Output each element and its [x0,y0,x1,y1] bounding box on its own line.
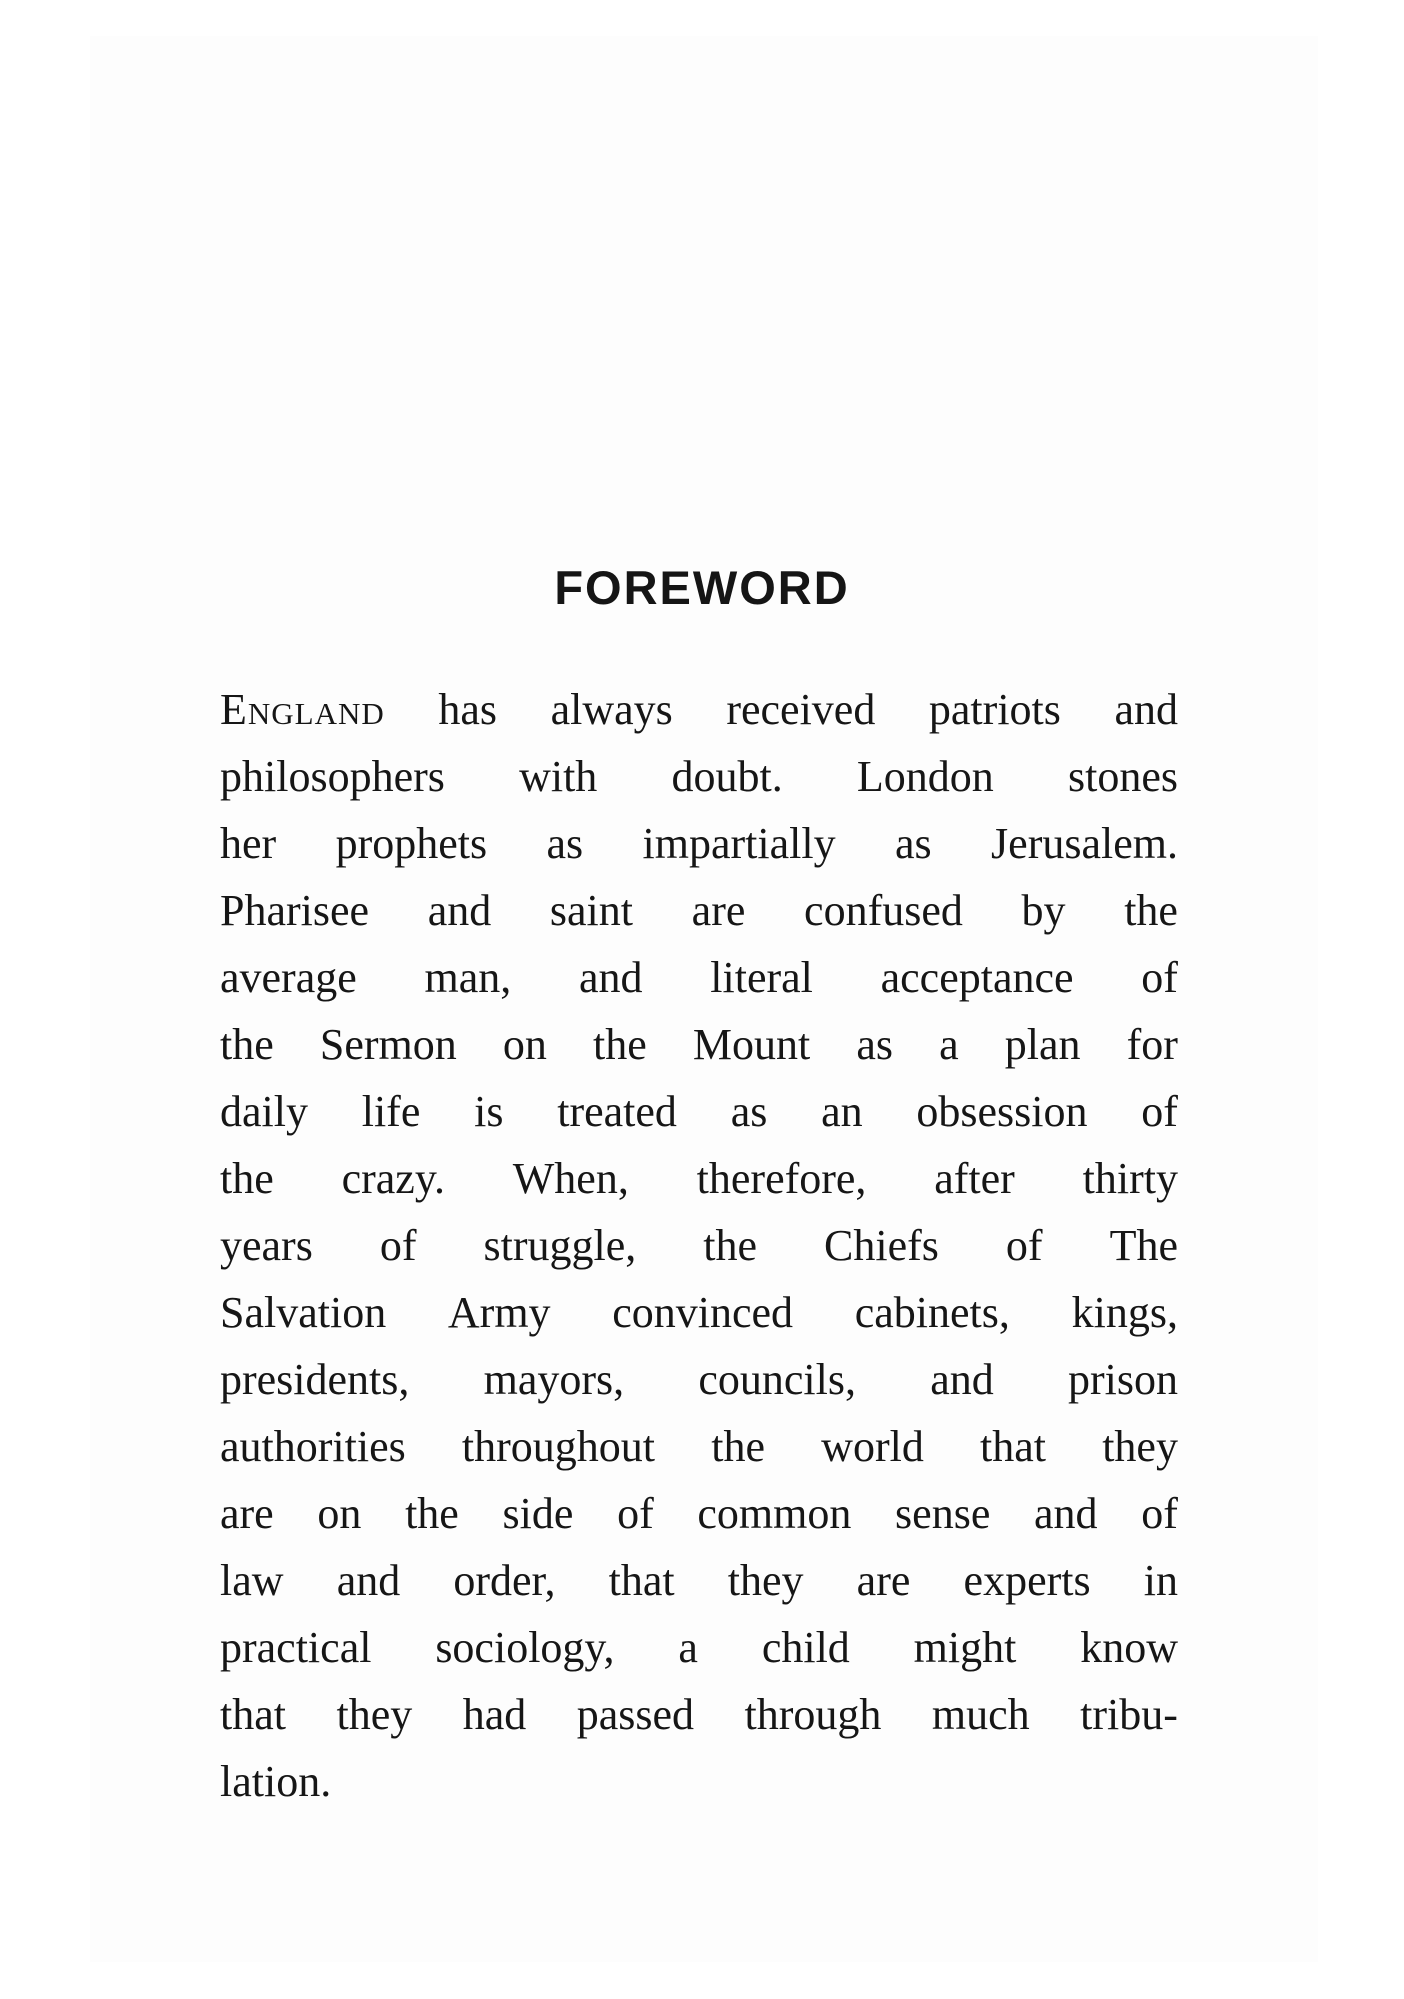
word: of [1141,1489,1178,1538]
word: order, [453,1556,556,1605]
word: a [678,1623,698,1672]
word: Salvation [220,1288,387,1337]
word: on [502,1020,547,1069]
word: When, [512,1154,629,1203]
word: as [895,819,932,868]
word: literal [710,953,813,1002]
word: with [519,752,598,801]
text-line [220,944,1178,1011]
word: crazy. [341,1154,445,1203]
word: the [703,1221,758,1270]
word: mayors, [483,1355,625,1404]
text-line [220,1480,1178,1547]
text-line [220,743,1178,810]
word: Sermon [319,1020,457,1069]
word: throughout [461,1422,656,1471]
word: always [550,685,673,734]
word: they [1102,1422,1178,1471]
word: practical [220,1623,372,1672]
word: plan [1004,1020,1081,1069]
text-line [220,1547,1178,1614]
word: convinced [612,1288,794,1337]
word: has [438,685,497,734]
foreword-paragraph [220,676,1178,1815]
word: child [761,1623,850,1672]
word: in [1143,1556,1178,1605]
word: of [1141,1087,1178,1136]
word: impartially [642,819,836,868]
word: acceptance [880,953,1074,1002]
word: the [220,1020,274,1069]
word: that [608,1556,675,1605]
word: common [697,1489,852,1538]
word: as [856,1020,893,1069]
word: councils, [698,1355,857,1404]
text-line [220,1614,1178,1681]
word: stones [1068,752,1178,801]
text-line [220,1279,1178,1346]
text-line [220,1212,1178,1279]
word: sense [895,1489,991,1538]
word: saint [549,886,634,935]
word: know [1080,1623,1178,1672]
word: they [336,1690,413,1739]
word: that [980,1422,1046,1471]
word: of [379,1221,417,1270]
word: an [821,1087,863,1136]
word: life [361,1087,421,1136]
word: confused [804,886,963,935]
word: might [913,1623,1017,1672]
word: as [546,819,584,868]
word: sociology, [435,1623,615,1672]
text-line [220,1748,1178,1815]
text-line [220,1681,1178,1748]
word: are [691,886,746,935]
word: the [220,1154,274,1203]
word: through [744,1690,882,1739]
text-line [220,810,1178,877]
word: passed [576,1690,695,1739]
word: thirty [1082,1154,1178,1203]
text-line [220,1346,1178,1413]
word: had [462,1690,527,1739]
text-line [220,1145,1178,1212]
word: daily [220,1087,308,1136]
text-line [220,877,1178,944]
word: Mount [692,1020,811,1069]
word: the [1124,886,1178,935]
word: philosophers [220,752,445,801]
word: struggle, [483,1221,637,1270]
word: her [220,819,277,868]
word: after [934,1154,1015,1203]
word: a [939,1020,959,1069]
word: doubt. [671,752,783,801]
word: the [711,1422,765,1471]
word: and [427,886,492,935]
word: years [220,1221,313,1270]
word: of [1005,1221,1043,1270]
word: London [856,752,994,801]
word: and [1114,685,1178,734]
word: prophets [335,819,488,868]
text-line [220,1413,1178,1480]
word: and [579,953,643,1002]
word: law [220,1556,284,1605]
text-line [220,1011,1178,1078]
word: world [821,1422,924,1471]
word: authorities [220,1422,406,1471]
word: as [730,1087,768,1136]
word: side [502,1489,574,1538]
word: of [617,1489,654,1538]
text-line [220,1078,1178,1145]
word: and [336,1556,401,1605]
word: obsession [916,1087,1088,1136]
page-title: FOREWORD [554,561,850,614]
word: on [317,1489,362,1538]
word: by [1021,886,1066,935]
word: for [1126,1020,1178,1069]
word: kings, [1071,1288,1178,1337]
word: tribu- [1080,1690,1178,1739]
word: man, [424,953,512,1002]
word: patriots [928,685,1061,734]
word: is [474,1087,504,1136]
word: prison [1067,1355,1178,1404]
word: therefore, [696,1154,867,1203]
word: the [592,1020,647,1069]
word: are [220,1489,274,1538]
word: experts [963,1556,1091,1605]
word: and [1034,1489,1098,1538]
word: Jerusalem. [991,819,1178,868]
word: treated [557,1087,677,1136]
word: of [1141,953,1178,1002]
text-line [220,676,1178,743]
word: presidents, [220,1355,410,1404]
word: they [727,1556,804,1605]
word: Army [447,1288,551,1337]
word: the [405,1489,459,1538]
lead-word: England [220,685,385,734]
word: and [930,1355,994,1404]
word: average [220,953,357,1002]
word: The [1109,1221,1178,1270]
word: that [220,1690,286,1739]
word: received [726,685,876,734]
word: cabinets, [854,1288,1010,1337]
word: are [856,1556,911,1605]
word: lation. [220,1757,332,1806]
word: Pharisee [220,886,370,935]
word: much [931,1690,1030,1739]
word: Chiefs [824,1221,939,1270]
